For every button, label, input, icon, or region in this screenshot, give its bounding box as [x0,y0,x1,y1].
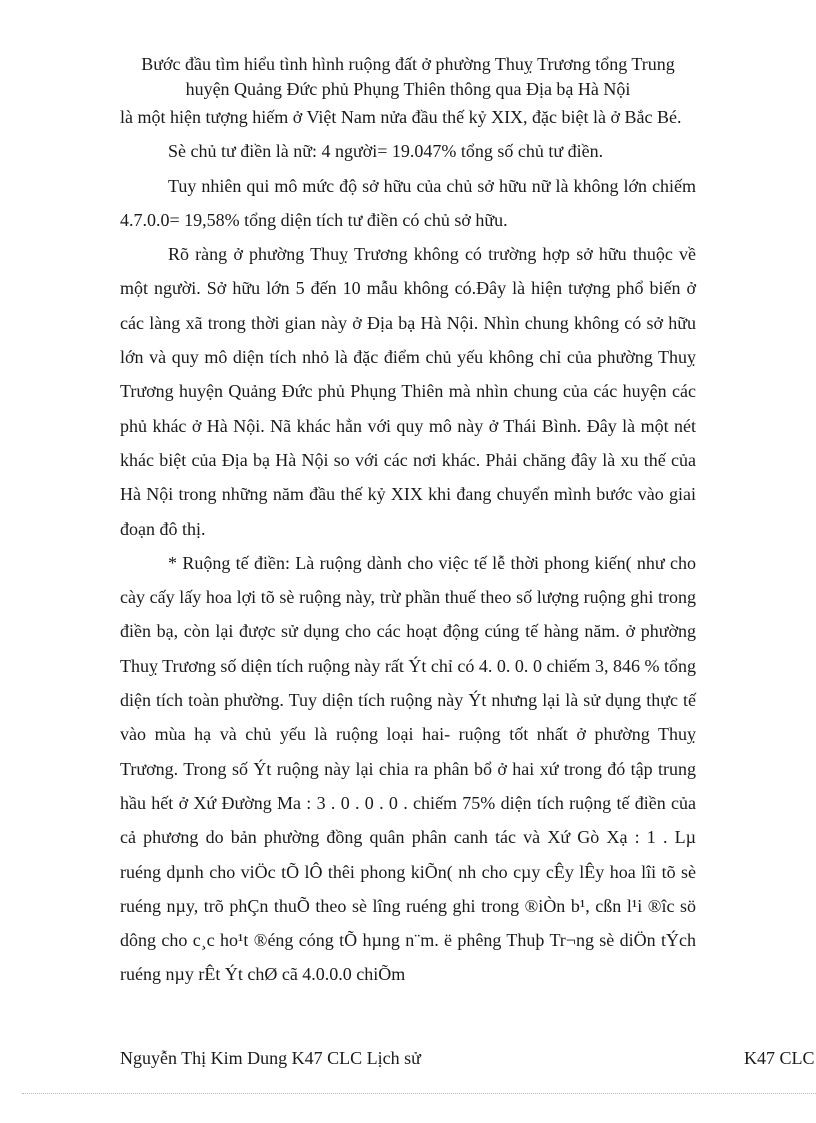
paragraph-5: * Ruộng tế điền: Là ruộng dành cho việc tế lễ thời phong kiến( như cho cày cấy lấy hoa lợi tõ sè ruộng này, trừ phần thuế theo số lượng ruộng ghi trong điền bạ, còn lại được sử dụng cho các hoạt động cúng tế hàng năm. ở phường Thuỵ Trương số diện tích ruộng này rất Ýt chỉ có 4. 0. 0. 0 chiếm 3, 846 % tổng diện tích toàn phường. Tuy diện tích ruộng này Ýt nhưng lại là sử dụng thực tế vào mùa hạ và chủ yếu là ruộng loại hai- ruộng tốt nhất ở phường Thuỵ Trương. Trong số Ýt ruộng này lại chia ra phân bổ ở hai xứ trong đó tập trung hầu hết ở Xứ Đường Ma : 3 . 0 . 0 . 0 . chiếm 75% diện tích ruộng tế điền của cả phương do bản phường đồng quân phân canh tác và Xứ Gò Xạ : 1 . Lµ ruéng dµnh cho viÖc tÕ lÔ thêi phong kiÕn( nh cho cµy cÊy lÊy hoa lîi tõ sè ruéng nµy, trõ phÇn thuÕ theo sè lîng ruéng ghi trong ®iÒn b¹, cßn l¹i ®îc sö dông cho c¸c ho¹t ®éng cóng tÕ hµng n¨m. ë phêng Thuþ Tr¬ng sè diÖn tÝch ruéng nµy rÊt Ýt chØ cã 4.0.0.0 chiÕm [120,552,696,985]
footer-author: Nguyễn Thị Kim Dung K47 CLC Lịch sử [120,1048,421,1068]
paragraph-2: Sè chủ tư điền là nữ: 4 người= 19.047% tổng số chủ tư điền. [168,141,604,162]
page-divider [22,1093,816,1094]
paragraph-1: là một hiện tượng hiếm ở Việt Nam nửa đầu thế kỷ XIX, đặc biệt là ở Bắc Bé. [120,107,682,127]
header-line-1: Bước đầu tìm hiểu tình hình ruộng đất ở phường Thuỵ Trương tổng Trung [141,54,675,74]
document-header [100,52,716,102]
paragraph-3: Tuy nhiên qui mô mức độ sở hữu của chủ sở hữu nữ là không lớn chiếm 4.7.0.0= 19,58% tổng diện tích tư điền có chủ sở hữu. [120,175,696,230]
footer-class: K47 CLC [744,1048,815,1068]
document-body [120,100,696,992]
header-line-2: huyện Quảng Đức phủ Phụng Thiên thông qua Địa bạ Hà Nội [185,79,631,99]
paragraph-4: Rõ ràng ở phường Thuỵ Trương không có trường hợp sở hữu thuộc về một người. Sở hữu lớn 5 đến 10 mẫu không có.Đây là hiện tượng phổ biến ở các làng xã trong thời gian này ở Địa bạ Hà Nội. Nhìn chung không có sở hữu lớn và quy mô diện tích nhỏ là đặc điểm chủ yếu không chỉ của phường Thuỵ Trương huyện Quảng Đức phủ Phụng Thiên mà nhìn chung của các huyện các phủ khác ở Hà Nội. Nã khác hẳn với quy mô này ở Thái Bình. Đây là một nét khác biệt của Địa bạ Hà Nội so với các nơi khác. Phải chăng đây là xu thế của Hà Nội trong những năm đầu thế kỷ XIX khi đang chuyển mình bước vào giai đoạn đô thị. [120,244,696,539]
